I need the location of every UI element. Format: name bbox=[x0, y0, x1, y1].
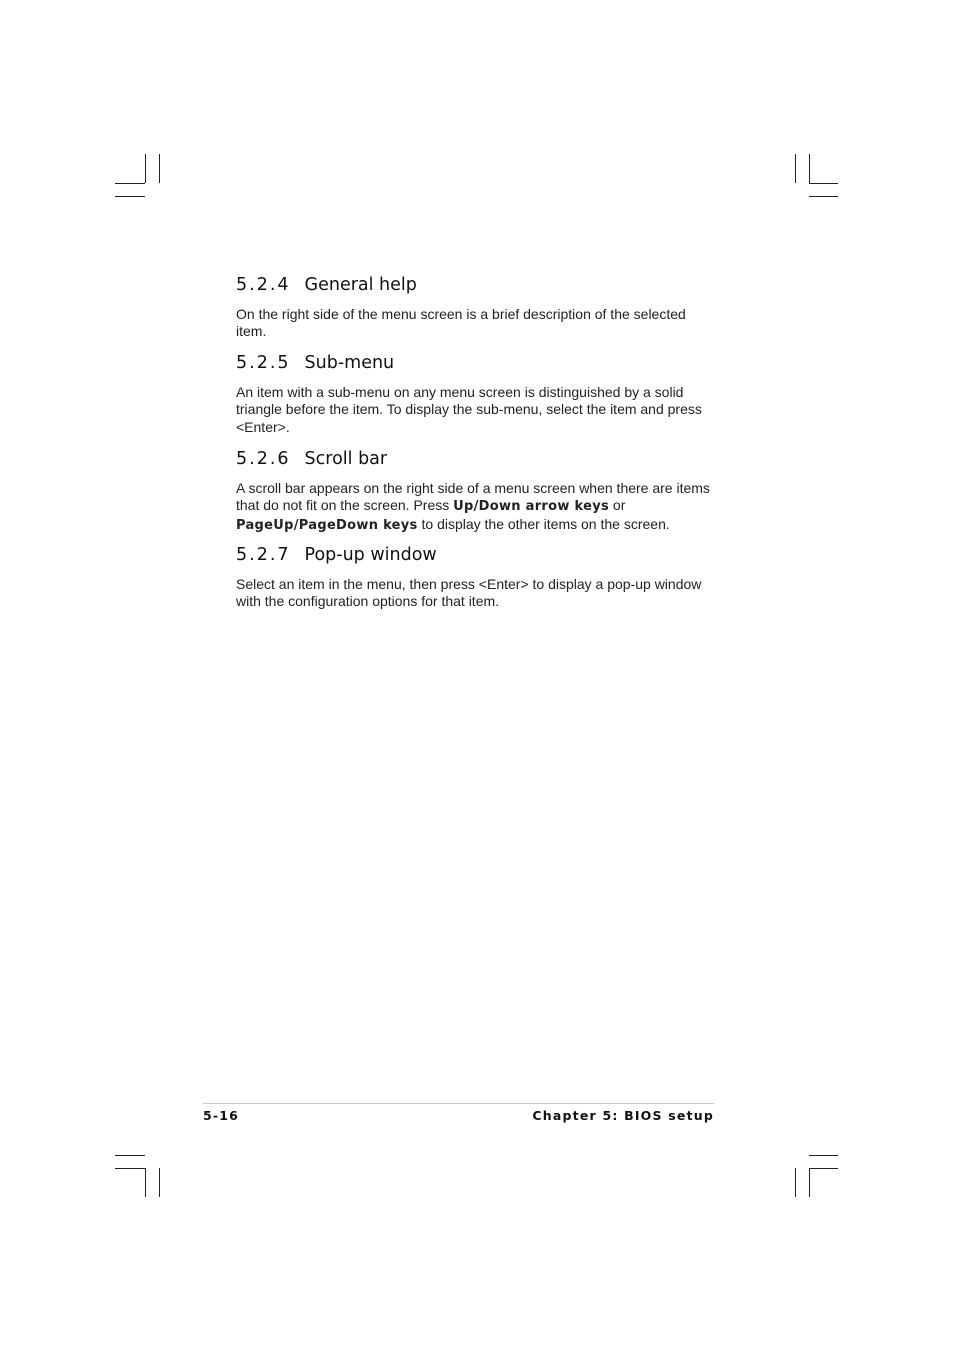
body-text: A scroll bar appears on the right side of a menu screen when there are items that do not fit on the screen. Press bbox=[236, 480, 710, 514]
crop-mark bbox=[115, 196, 145, 197]
section-pop-up-window bbox=[236, 544, 716, 611]
section-title: Sub-menu bbox=[304, 353, 395, 373]
crop-mark bbox=[115, 1155, 145, 1156]
section-heading bbox=[236, 448, 716, 470]
key-name-up-down: Up/Down arrow keys bbox=[453, 499, 610, 515]
crop-mark bbox=[115, 183, 145, 184]
section-number: 5.2.4 bbox=[236, 275, 291, 295]
crop-mark bbox=[809, 183, 838, 184]
section-title: General help bbox=[304, 275, 417, 295]
section-heading bbox=[236, 274, 716, 296]
chapter-title: Chapter 5: BIOS setup bbox=[532, 1108, 714, 1123]
crop-mark bbox=[795, 1168, 796, 1197]
section-number: 5.2.7 bbox=[236, 545, 291, 565]
crop-mark bbox=[145, 154, 146, 183]
body-text: or bbox=[609, 497, 626, 514]
footer-rule bbox=[203, 1103, 714, 1104]
section-body: An item with a sub-menu on any menu screen is distinguished by a solid triangle before the item. To display the sub-menu, select the item and press <Enter>. bbox=[236, 384, 702, 435]
page-content bbox=[236, 274, 716, 611]
page-number: 5-16 bbox=[203, 1108, 240, 1123]
crop-mark bbox=[809, 1168, 838, 1169]
body-text: to display the other items on the screen. bbox=[417, 515, 670, 532]
section-title: Pop-up window bbox=[304, 545, 437, 565]
crop-mark bbox=[809, 1155, 838, 1156]
crop-mark bbox=[809, 154, 810, 183]
crop-mark bbox=[159, 154, 160, 183]
section-number: 5.2.6 bbox=[236, 449, 291, 469]
key-name-pageup-pagedown: PageUp/PageDown keys bbox=[236, 517, 418, 533]
section-scroll-bar bbox=[236, 448, 716, 544]
crop-mark bbox=[795, 154, 796, 183]
section-sub-menu bbox=[236, 352, 716, 448]
section-heading bbox=[236, 544, 716, 566]
crop-mark bbox=[115, 1168, 145, 1169]
section-body: On the right side of the menu screen is a brief description of the selected item. bbox=[236, 306, 686, 340]
crop-mark bbox=[159, 1168, 160, 1197]
crop-mark bbox=[145, 1168, 146, 1197]
section-number: 5.2.5 bbox=[236, 353, 291, 373]
crop-mark bbox=[809, 196, 838, 197]
section-body bbox=[236, 480, 716, 534]
section-general-help bbox=[236, 274, 716, 352]
section-body: Select an item in the menu, then press <Enter> to display a pop-up window with the configuration options for that item. bbox=[236, 576, 702, 610]
crop-mark bbox=[809, 1168, 810, 1197]
section-title: Scroll bar bbox=[304, 449, 388, 469]
section-heading bbox=[236, 352, 716, 374]
